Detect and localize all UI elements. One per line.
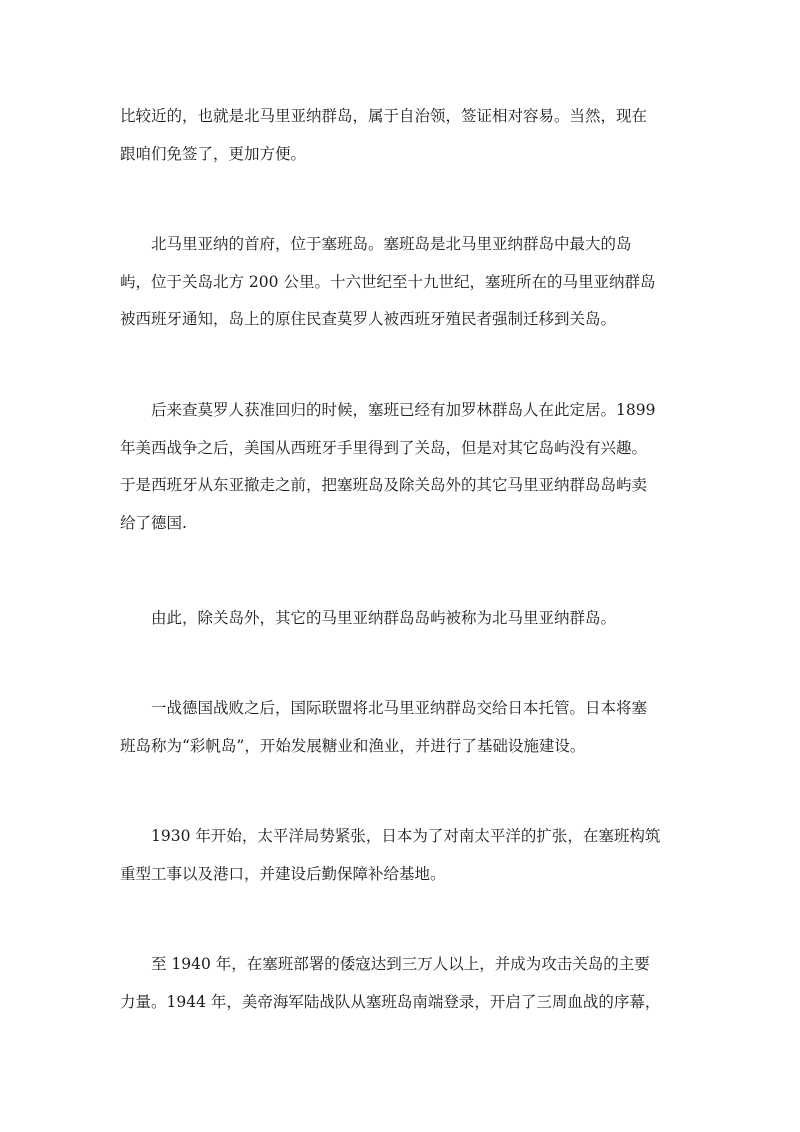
paragraph-line: 班岛称为“彩帆岛”，开始发展糖业和渔业，并进行了基础设施建设。 xyxy=(120,736,586,755)
paragraph-line: 重型工事以及港口，并建设后勤保障补给基地。 xyxy=(120,864,446,883)
paragraph-line: 年美西战争之后，美国从西班牙手里得到了关岛，但是对其它岛屿没有兴趣。 xyxy=(120,438,648,457)
paragraph-line: 比较近的，也就是北马里亚纳群岛，属于自治领，签证相对容易。当然，现在 xyxy=(120,107,648,125)
paragraph-line: 一战德国战败之后，国际联盟将北马里亚纳群岛交给日本托管。日本将塞 xyxy=(151,699,648,717)
paragraph-line: 跟咱们免签了，更加方便。 xyxy=(120,144,307,163)
paragraph-line: 屿，位于关岛北方 200 公里。十六世纪至十九世纪，塞班所在的马里亚纳群岛 xyxy=(120,272,656,291)
paragraph-line: 1930 年开始，太平洋局势紧张，日本为了对南太平洋的扩张，在塞班构筑 xyxy=(151,827,661,845)
paragraph-2 xyxy=(120,226,680,339)
paragraph-line: 给了德国. xyxy=(120,513,187,532)
paragraph-1 xyxy=(120,98,680,173)
paragraph-7 xyxy=(120,946,680,1021)
paragraph-6 xyxy=(120,818,680,893)
paragraph-line: 至 1940 年，在塞班部署的倭寇达到三万人以上，并成为攻击关岛的主要 xyxy=(151,955,650,973)
paragraph-4 xyxy=(120,600,680,638)
paragraph-line: 由此，除关岛外，其它的马里亚纳群岛岛屿被称为北马里亚纳群岛。 xyxy=(151,609,617,627)
paragraph-line: 北马里亚纳的首府，位于塞班岛。塞班岛是北马里亚纳群岛中最大的岛 xyxy=(151,235,632,253)
paragraph-line: 后来查莫罗人获准回归的时候，塞班已经有加罗林群岛人在此定居。1899 xyxy=(151,401,656,419)
paragraph-line: 于是西班牙从东亚撤走之前，把塞班岛及除关岛外的其它马里亚纳群岛岛屿卖 xyxy=(120,476,648,494)
paragraph-line: 力量。1944 年，美帝海军陆战队从塞班岛南端登录，开启了三周血战的序幕， xyxy=(120,992,661,1011)
paragraph-3 xyxy=(120,392,680,542)
paragraph-5 xyxy=(120,690,680,765)
paragraph-line: 被西班牙通知，岛上的原住民查莫罗人被西班牙殖民者强制迁移到关岛。 xyxy=(120,310,617,328)
